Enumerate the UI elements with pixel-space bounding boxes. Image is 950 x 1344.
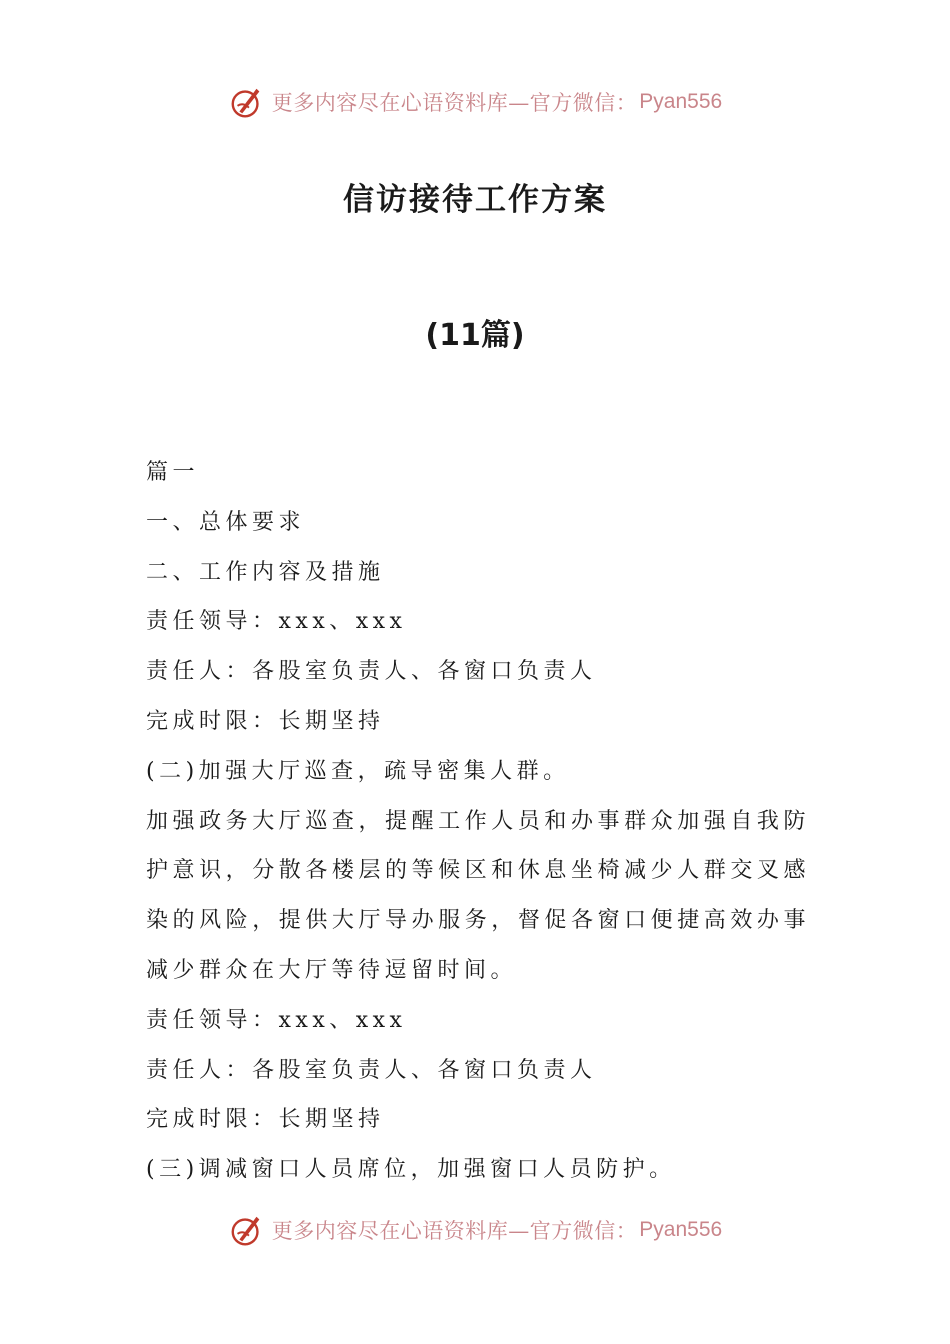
responsible-person: 责任人：各股室负责人、各窗口负责人 (146, 659, 597, 685)
document-subtitle: (11篇) (425, 318, 525, 353)
section-heading: 篇一 (146, 460, 200, 485)
document-title: 信访接待工作方案 (343, 182, 607, 218)
responsible-leader: 责任领导：xxx、xxx (146, 609, 407, 635)
responsible-person: 责任人：各股室负责人、各窗口负责人 (146, 1057, 597, 1083)
watermark-header (0, 80, 950, 124)
measure-paragraph: 加强政务大厅巡查，提醒工作人员和办事群众加强自我防护意识，分散各楼层的等候区和休息坐椅减少人群交叉感染的风险，提供大厅导办服务，督促各窗口便捷高效办事减少群众在大厅等待逗留时间。 (146, 808, 810, 983)
measure-heading: (二)加强大厅巡查，疏导密集人群。 (146, 758, 570, 784)
responsible-leader: 责任领导：xxx、xxx (146, 1007, 407, 1033)
watermark-text: 更多内容尽在心语资料库—官方微信： (271, 1219, 638, 1243)
deadline: 完成时限：长期坚持 (146, 1107, 385, 1133)
quill-logo-icon (228, 83, 266, 121)
quill-logo-icon (228, 1211, 266, 1249)
section-item: 二、工作内容及措施 (146, 559, 385, 585)
watermark-code: Pyan556 (639, 1218, 723, 1241)
deadline: 完成时限：长期坚持 (146, 708, 385, 734)
document-body (146, 448, 810, 1195)
watermark-footer (0, 1208, 950, 1252)
section-item: 一、总体要求 (146, 509, 306, 535)
watermark-text: 更多内容尽在心语资料库—官方微信： (271, 91, 638, 115)
measure-heading: (三)调减窗口人员席位，加强窗口人员防护。 (146, 1157, 676, 1183)
watermark-code: Pyan556 (639, 90, 723, 113)
